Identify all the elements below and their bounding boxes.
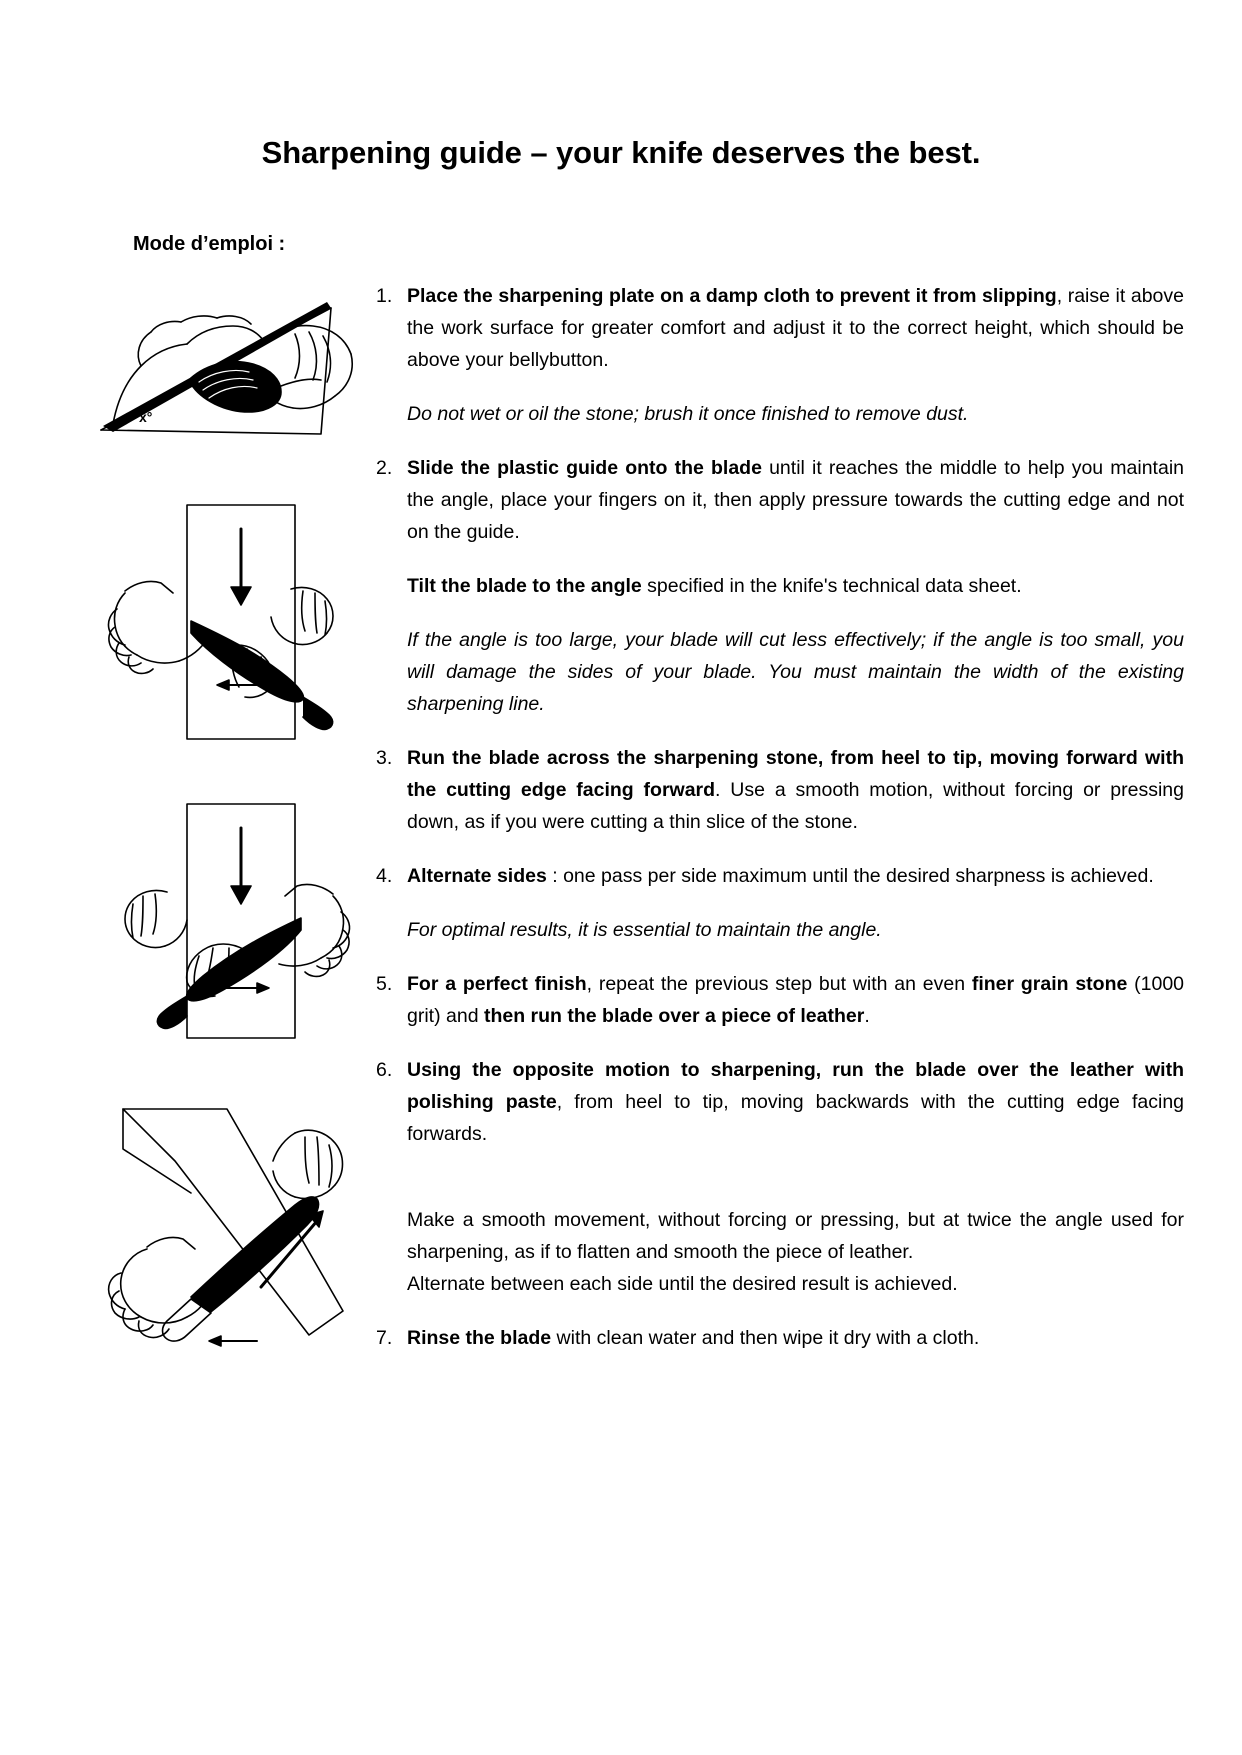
- body-text: . Use a smooth motion, without forcing or pressing down, as if you were cutting a thin slice of the stone.: [407, 779, 1184, 834]
- emphasis-text: finer grain stone: [971, 973, 1128, 996]
- step-number: 4.: [376, 865, 393, 888]
- body-text: Do not wet or oil the stone; brush it once finished to remove dust.: [407, 403, 969, 426]
- body-text: Make a smooth movement, without forcing or pressing, but at twice the angle used for sharpening, as if to flatten and smooth the piece of leather.: [407, 1209, 1184, 1264]
- body-text: , from heel to tip, moving backwards with the cutting edge facing forwards.: [407, 1091, 1185, 1146]
- body-text: .: [864, 1005, 870, 1028]
- step-paragraph: [407, 860, 1184, 892]
- body-text: (1000 grit) and: [407, 973, 1185, 1028]
- emphasis-text: Tilt the blade to the angle: [407, 575, 642, 598]
- step-body: [407, 280, 1184, 430]
- body-text: specified in the knife's technical data sheet.: [641, 575, 1022, 598]
- step-paragraph: [407, 914, 1184, 946]
- step-item: [369, 742, 1184, 838]
- step-body: [407, 1322, 1184, 1354]
- figure-hands-holding-sharpening-plate: [95, 274, 365, 459]
- body-text: , repeat the previous step but with an even: [586, 973, 972, 996]
- step-body: [407, 860, 1184, 946]
- step-paragraph: [407, 742, 1184, 838]
- step-number: 6.: [376, 1059, 393, 1082]
- step-paragraph: [407, 452, 1184, 548]
- body-text: : one pass per side maximum until the desired sharpness is achieved.: [546, 865, 1154, 888]
- step-number: 1.: [376, 285, 393, 308]
- step-item: [369, 280, 1184, 430]
- instruction-list: [369, 280, 1184, 1354]
- body-text: If the angle is too large, your blade will cut less effectively; if the angle is too small, you will damage the sides of your blade. You must maintain the width of the existing sharpening line.: [407, 629, 1184, 716]
- step-paragraph: [407, 968, 1184, 1032]
- angle-label: x°: [139, 409, 153, 426]
- step-item: [369, 1322, 1184, 1354]
- step-body: [407, 452, 1184, 720]
- emphasis-text: Slide the plastic guide onto the blade: [407, 457, 762, 480]
- step-number: 7.: [376, 1327, 393, 1350]
- step-paragraph: [407, 280, 1184, 376]
- emphasis-text: Run the blade across the sharpening stone, from heel to tip, moving forward with the cutting edge facing forward: [407, 747, 1184, 802]
- step-item: [369, 968, 1184, 1032]
- blank-line: [407, 1150, 1184, 1182]
- body-text: until it reaches the middle to help you maintain the angle, place your fingers on it, then apply pressure towards the cutting edge and not on the guide.: [407, 457, 1185, 544]
- step-item: [369, 452, 1184, 720]
- step-body: [407, 1054, 1184, 1300]
- step-number: 3.: [376, 747, 393, 770]
- step-paragraph: [407, 1322, 1184, 1354]
- step-body: [407, 742, 1184, 838]
- figure-blade-over-leather-strop: [95, 1097, 365, 1367]
- guide-content: [0, 256, 1242, 1367]
- step-body: [407, 968, 1184, 1032]
- step-item: [369, 1054, 1184, 1300]
- step-paragraph: [407, 624, 1184, 720]
- emphasis-text: For a perfect finish: [407, 973, 587, 996]
- emphasis-text: Using the opposite motion to sharpening, run the blade over the leather with polishing paste: [407, 1059, 1184, 1114]
- emphasis-text: Place the sharpening plate on a damp cloth to prevent it from slipping: [407, 285, 1057, 308]
- emphasis-text: then run the blade over a piece of leather: [483, 1005, 865, 1028]
- section-label: Mode d’emploi :: [133, 233, 286, 256]
- step-paragraph: [407, 398, 1184, 430]
- body-text: , raise it above the work surface for greater comfort and adjust it to the correct height, which should be above your bellybutton.: [407, 285, 1184, 372]
- illustration-column: [95, 270, 365, 1367]
- step-item: [369, 860, 1184, 946]
- page-title: Sharpening guide – your knife deserves the best.: [261, 135, 981, 170]
- body-text: Alternate between each side until the desired result is achieved.: [407, 1273, 958, 1296]
- body-text: with clean water and then wipe it dry with a cloth.: [551, 1327, 980, 1350]
- step-paragraph: [407, 1054, 1184, 1150]
- step-paragraph: [407, 1204, 1184, 1268]
- emphasis-text: Alternate sides: [407, 865, 547, 888]
- emphasis-text: Rinse the blade: [407, 1327, 552, 1350]
- step-paragraph: [407, 1268, 1184, 1300]
- step-number: 2.: [376, 457, 393, 480]
- body-text: For optimal results, it is essential to maintain the angle.: [407, 919, 882, 942]
- steps-column: [365, 270, 1184, 1354]
- figure-blade-on-stone-downward-pass: [95, 501, 365, 746]
- figure-blade-on-stone-alternate-side: [95, 800, 365, 1045]
- step-number: 5.: [376, 973, 393, 996]
- step-paragraph: [407, 570, 1184, 602]
